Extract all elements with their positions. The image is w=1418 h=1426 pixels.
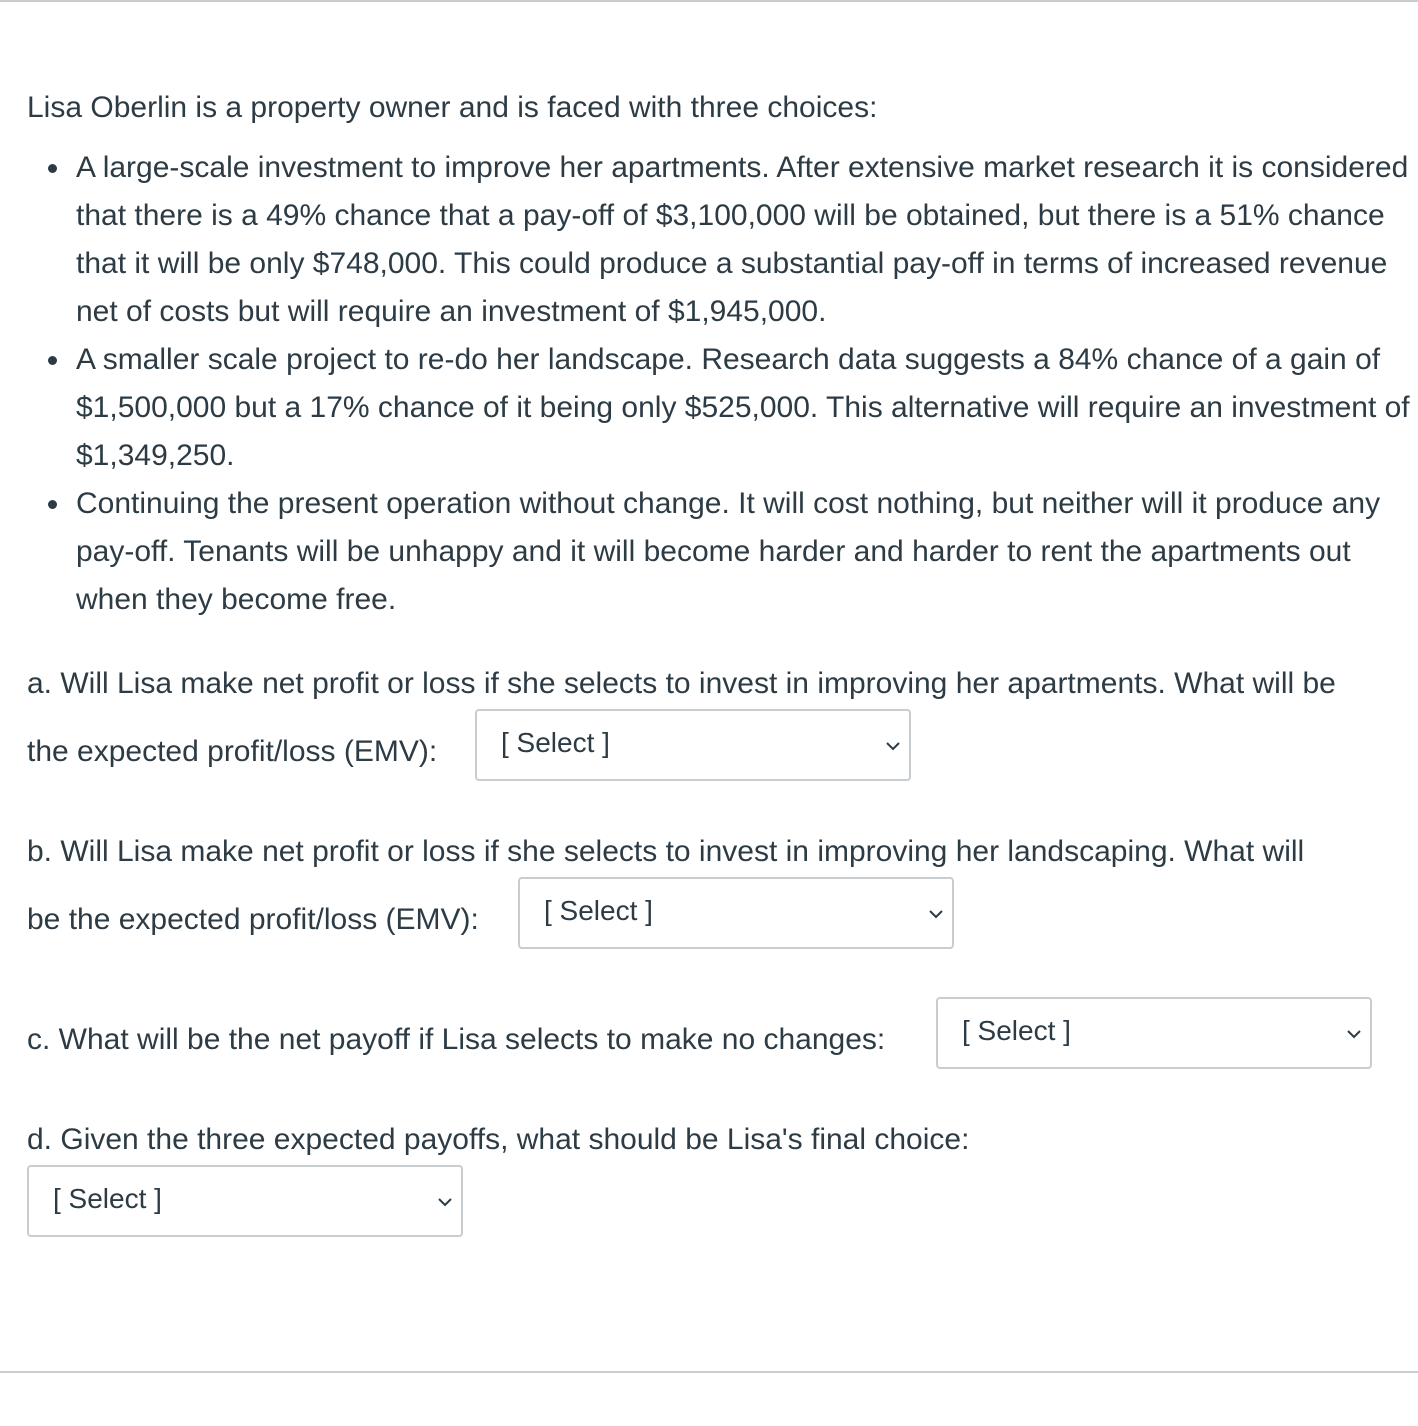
question-d-select-value: [ Select ] bbox=[53, 1183, 162, 1214]
question-a-select[interactable] bbox=[475, 709, 911, 781]
question-a-select-value: [ Select ] bbox=[501, 727, 610, 758]
bottom-divider bbox=[0, 1371, 1418, 1373]
question-body bbox=[27, 84, 1412, 624]
question-b-select-value: [ Select ] bbox=[544, 895, 653, 926]
question-b-select[interactable] bbox=[518, 877, 954, 949]
question-c-select[interactable] bbox=[936, 997, 1372, 1069]
choice-landscape: A smaller scale project to re-do her landscape. Research data suggests a 84% chance of a gain of $1,500,000 but a 17% chance of it being only $525,000. This alternative will require an investment of $1,349,250. bbox=[76, 336, 1412, 480]
question-a-line2: the expected profit/loss (EMV): bbox=[27, 735, 438, 768]
question-a-line1: a. Will Lisa make net profit or loss if she selects to invest in improving her apartments. What will be bbox=[27, 667, 1336, 700]
question-b-line1: b. Will Lisa make net profit or loss if she selects to invest in improving her landscaping. What will bbox=[27, 835, 1305, 868]
question-c-select-value: [ Select ] bbox=[962, 1015, 1071, 1046]
chevron-down-icon bbox=[1346, 1026, 1362, 1042]
question-c-line1: c. What will be the net payoff if Lisa selects to make no changes: bbox=[27, 1023, 886, 1056]
choice-no-change: Continuing the present operation without change. It will cost nothing, but neither will it produce any pay-off. Tenants will be unhappy and it will become harder and harder to rent the apartments out when they become free. bbox=[76, 480, 1412, 624]
top-divider bbox=[0, 0, 1418, 2]
question-b-line2: be the expected profit/loss (EMV): bbox=[27, 903, 479, 936]
choice-apartments: A large-scale investment to improve her apartments. After extensive market research it is considered that there is a 49% chance that a pay-off of $3,100,000 will be obtained, but there is a 51% chance that it will be only $748,000. This could produce a substantial pay-off in terms of increased revenue net of costs but will require an investment of $1,945,000. bbox=[76, 144, 1412, 336]
choices-list bbox=[27, 144, 1412, 624]
intro-text: Lisa Oberlin is a property owner and is faced with three choices: bbox=[27, 91, 878, 124]
chevron-down-icon bbox=[437, 1194, 453, 1210]
question-d-select[interactable] bbox=[27, 1165, 463, 1237]
chevron-down-icon bbox=[885, 738, 901, 754]
question-d-line1: d. Given the three expected payoffs, what should be Lisa's final choice: bbox=[27, 1123, 970, 1156]
chevron-down-icon bbox=[928, 906, 944, 922]
